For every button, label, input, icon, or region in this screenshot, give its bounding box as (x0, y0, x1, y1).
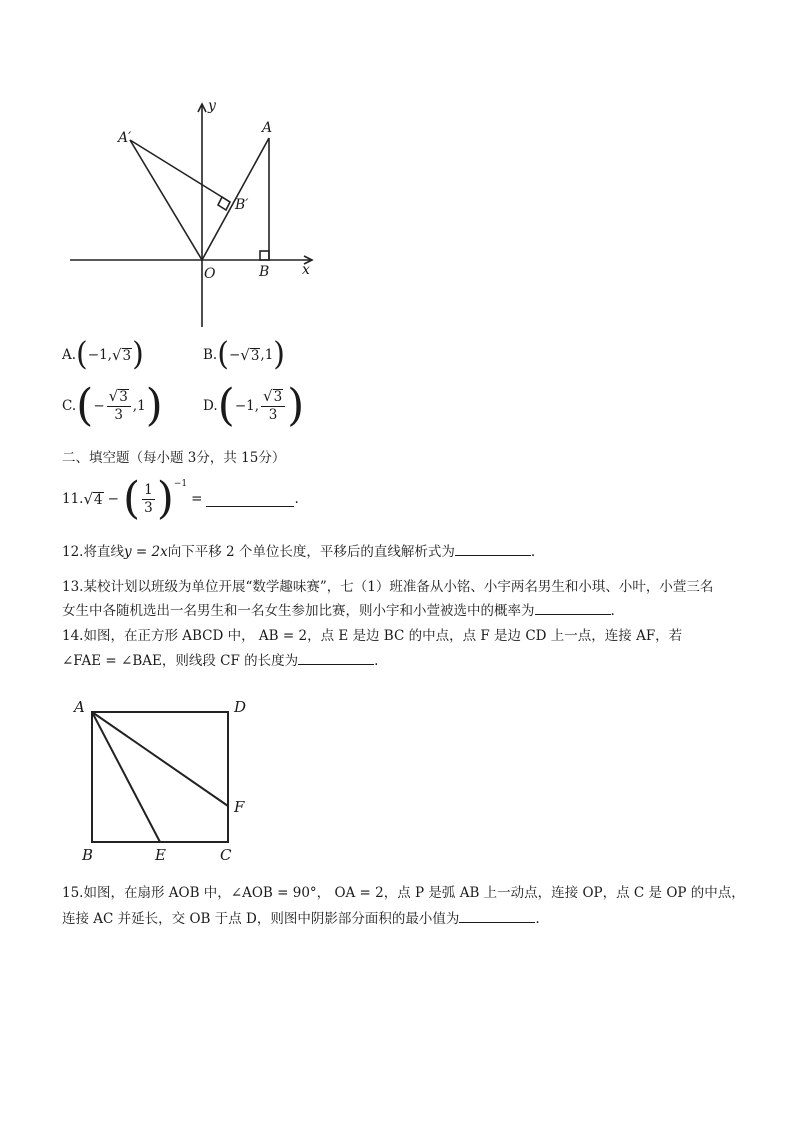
sqrt: √ 3 (111, 346, 132, 364)
sqrt: √ 3 (240, 346, 260, 364)
answer-blank-14[interactable] (298, 650, 374, 665)
answer-blank-15[interactable] (459, 908, 535, 923)
segment-OA-prime (130, 140, 202, 260)
answer-blank-13[interactable] (535, 600, 611, 615)
segment-A-prime-B-prime (130, 140, 230, 202)
segment-AE (92, 712, 160, 842)
label-C: C (220, 846, 232, 864)
label-x: x (302, 262, 310, 278)
option-a[interactable]: A. ( −1, √ 3 ) (62, 336, 144, 373)
question-14-line2: ∠FAE = ∠BAE，则线段 CF 的长度为 . (62, 649, 378, 669)
question-13-line1: 13.某校计划以班级为单位开展“数学趣味赛”，七（1）班准备从小铭、小宇两名男生和小琪、小叶，小萱三名 (62, 579, 714, 595)
question-13-line2: 女生中各随机选出一名男生和一名女生参加比赛，则小宇和小萱被选中的概率为 . (62, 599, 615, 619)
square-ABCD (92, 712, 228, 842)
label-B: B (82, 846, 94, 864)
rotation-figure (62, 92, 332, 332)
section-title: 二、填空题（每小题 3分，共 15分） (62, 450, 286, 466)
label-F: F (234, 798, 245, 816)
label-B: B (259, 264, 270, 280)
label-O: O (204, 266, 216, 282)
answer-blank-12[interactable] (455, 541, 531, 556)
answer-blank-11[interactable] (206, 492, 294, 507)
option-b[interactable]: B. ( − √ 3 ,1 ) (203, 336, 286, 373)
fraction: √ 3 3 (107, 388, 131, 424)
question-14-line1: 14.如图，在正方形 ABCD 中， AB = 2，点 E 是边 BC 的中点，点 F 是边 CD 上一点，连接 AF，若 (62, 628, 683, 644)
label-E: E (155, 846, 166, 864)
question-15-line1: 15.如图，在扇形 AOB 中，∠AOB = 90°， OA = 2，点 P 是弧 AB 上一动点，连接 OP，点 C 是 OP 的中点， (62, 885, 745, 901)
square-figure (70, 692, 260, 864)
option-d[interactable]: D. ( −1, √ 3 3 ) (203, 380, 305, 431)
fraction: √ 3 3 (261, 388, 285, 424)
question-15-line2: 连接 AC 并延长，交 OB 于点 D，则图中阴影部分面积的最小值为 . (62, 907, 540, 927)
right-angle-B-prime (218, 197, 230, 210)
question-12: 12.将直线y = 2x向下平移 2 个单位长度，平移后的直线解析式为 . (62, 540, 535, 560)
label-y: y (208, 98, 216, 114)
label-A: A (74, 698, 85, 716)
option-c[interactable]: C. ( − √ 3 3 ,1 ) (62, 380, 163, 431)
right-angle-B (260, 251, 269, 260)
segment-AF (92, 712, 228, 806)
question-11: 11. √ 4 − ( $\frac{1}{3}$ ) $^{-1}$ = . (62, 473, 299, 524)
label-D: D (234, 698, 247, 716)
label-B-prime: B′ (235, 197, 249, 213)
label-A-prime: A′ (118, 130, 132, 146)
sqrt: √ 4 (83, 490, 103, 508)
label-A: A (262, 120, 273, 136)
